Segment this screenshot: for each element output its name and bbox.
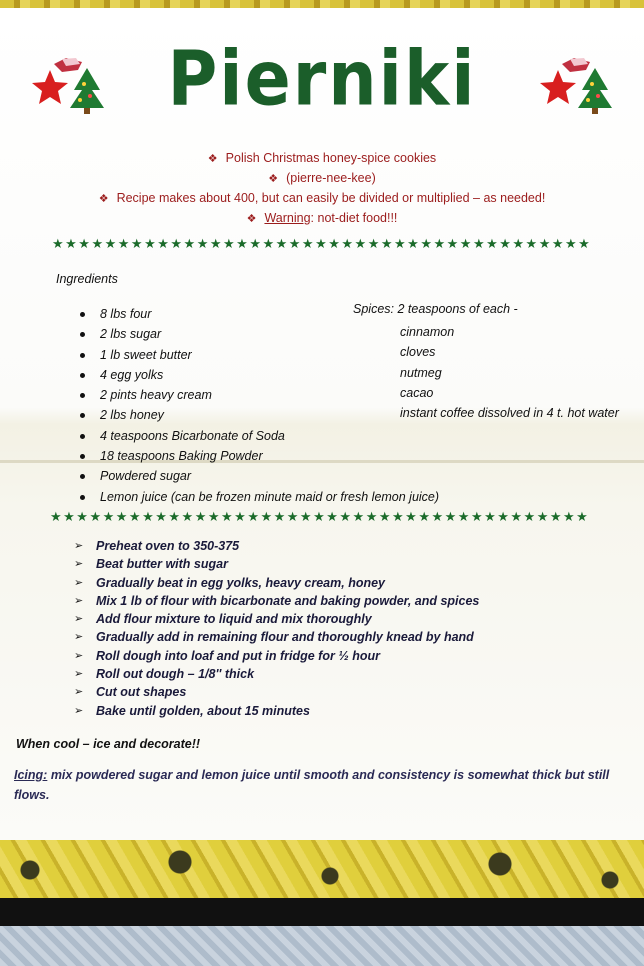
- list-item: 1 lb sweet butter: [80, 345, 439, 365]
- intro-item: ❖ Warning: not-diet food!!!: [246, 211, 398, 225]
- ingredients-list: [80, 304, 439, 507]
- list-item: instant coffee dissolved in 4 t. hot water: [400, 406, 619, 421]
- cool-note: When cool – ice and decorate!!: [16, 737, 201, 751]
- step-item: ➢ Cut out shapes: [74, 683, 479, 701]
- steps-list: [74, 537, 479, 720]
- floral-border-bottom: [0, 840, 644, 898]
- list-item: 4 egg yolks: [80, 365, 439, 385]
- arrowhead-icon: ➢: [74, 668, 84, 681]
- diamond-bullet-icon: ❖: [98, 193, 109, 205]
- intro-item: ❖ Recipe makes about 400, but can easily be divided or multiplied – as needed!: [98, 191, 546, 205]
- step-item: ➢ Beat butter with sugar: [74, 555, 479, 573]
- list-item: cloves: [400, 345, 436, 360]
- list-item: 4 teaspoons Bicarbonate of Soda: [80, 426, 439, 446]
- diamond-bullet-icon: ❖: [246, 213, 257, 225]
- list-item: nutmeg: [400, 365, 442, 380]
- spices-list: [400, 322, 619, 423]
- dark-band: [0, 898, 644, 926]
- diamond-bullet-icon: ❖: [268, 173, 279, 185]
- step-item: ➢ Roll out dough – 1/8'' thick: [74, 665, 479, 683]
- arrowhead-icon: ➢: [74, 704, 84, 717]
- tablecloth: [0, 926, 644, 966]
- star-divider: ★★★★★★★★★★★★★★★★★★★★★★★★★★★★★★★★★★★★★★★★★: [50, 510, 590, 525]
- list-item: Lemon juice (can be frozen minute maid or fresh lemon juice): [80, 487, 439, 507]
- step-item: ➢ Gradually add in remaining flour and thoroughly knead by hand: [74, 628, 479, 646]
- arrowhead-icon: ➢: [74, 631, 84, 644]
- arrowhead-icon: ➢: [74, 558, 84, 571]
- spices-heading: Spices: 2 teaspoons of each -: [353, 302, 518, 316]
- arrowhead-icon: ➢: [74, 540, 84, 552]
- intro-item: ❖ (pierre-nee-kee): [268, 171, 376, 185]
- step-item: ➢ Preheat oven to 350-375: [74, 537, 479, 555]
- arrowhead-icon: ➢: [74, 594, 84, 607]
- intro-list: [0, 148, 644, 228]
- list-item: 18 teaspoons Baking Powder: [80, 446, 439, 466]
- arrowhead-icon: ➢: [74, 686, 84, 699]
- diamond-bullet-icon: ❖: [207, 153, 218, 165]
- arrowhead-icon: ➢: [74, 576, 84, 589]
- list-item: Powdered sugar: [80, 466, 439, 486]
- intro-item: ❖ Polish Christmas honey-spice cookies: [207, 151, 437, 165]
- page-title: Pierniki: [167, 35, 477, 124]
- warning-label: Warning: [264, 211, 311, 225]
- list-item: cacao: [400, 385, 434, 400]
- step-item: ➢ Gradually beat in egg yolks, heavy cream, honey: [74, 574, 479, 592]
- list-item: 2 lbs sugar: [80, 324, 439, 344]
- list-item: cinnamon: [400, 325, 455, 339]
- ingredients-heading: Ingredients: [56, 272, 118, 286]
- arrowhead-icon: ➢: [74, 649, 84, 662]
- list-item: 8 lbs four: [80, 304, 439, 324]
- list-item: 2 pints heavy cream: [80, 385, 439, 405]
- icing-note: Icing: mix powdered sugar and lemon juice until smooth and consistency is somewhat thick but still flows.: [14, 768, 610, 802]
- icing-label: Icing:: [14, 768, 48, 782]
- list-item: 2 lbs honey: [80, 405, 439, 425]
- step-item: ➢ Mix 1 lb of flour with bicarbonate and baking powder, and spices: [74, 592, 479, 610]
- step-item: ➢ Bake until golden, about 15 minutes: [74, 702, 479, 720]
- star-divider: ★★★★★★★★★★★★★★★★★★★★★★★★★★★★★★★★★★★★★★★★★: [52, 237, 592, 252]
- step-item: ➢ Roll dough into loaf and put in fridge for ½ hour: [74, 647, 479, 665]
- arrowhead-icon: ➢: [74, 613, 84, 626]
- step-item: ➢ Add flour mixture to liquid and mix thoroughly: [74, 610, 479, 628]
